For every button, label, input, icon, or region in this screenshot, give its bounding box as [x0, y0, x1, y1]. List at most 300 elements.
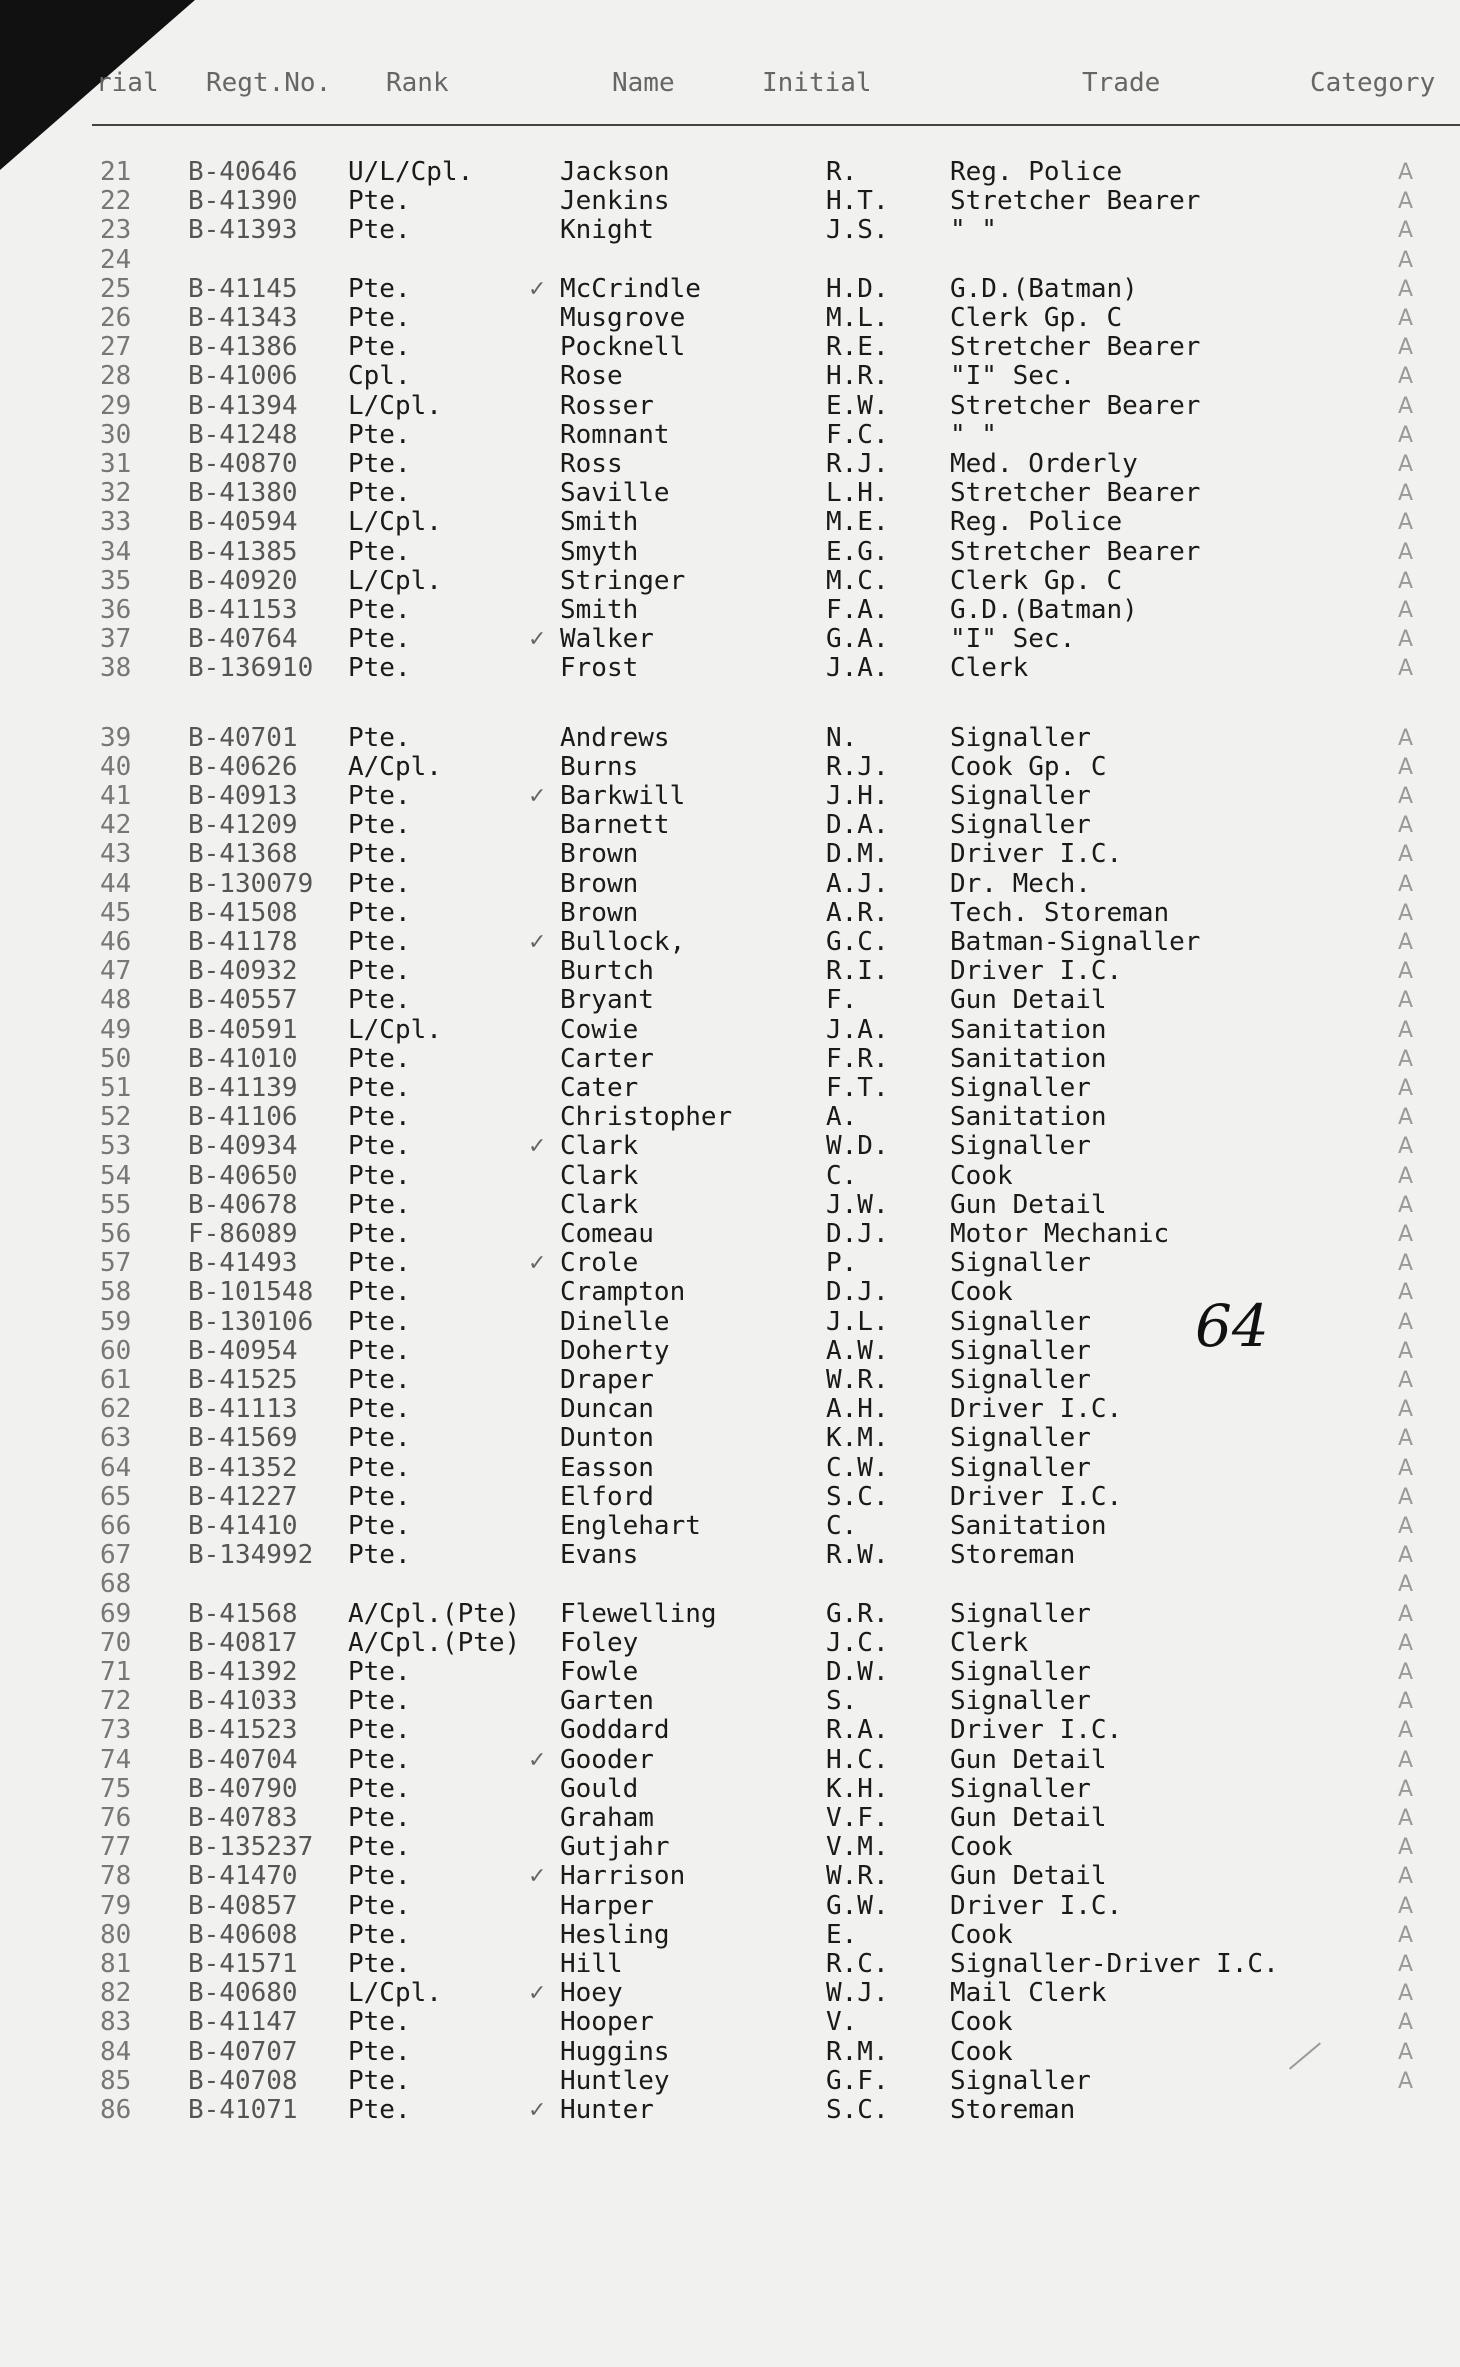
row-name: Jackson	[560, 157, 670, 187]
row-trade: Signaller	[950, 1131, 1091, 1161]
row-name: Gould	[560, 1774, 639, 1804]
personnel-row	[0, 596, 1460, 625]
row-check-mark: ✓	[528, 1748, 547, 1773]
row-regt-no: B-40650	[188, 1161, 298, 1191]
row-trade: Signaller	[950, 1686, 1091, 1716]
row-regt-no: B-41006	[188, 361, 298, 391]
row-regt-no: B-40920	[188, 566, 298, 596]
row-serial: 68	[100, 1569, 132, 1599]
personnel-row	[0, 362, 1460, 391]
row-name: Garten	[560, 1686, 654, 1716]
row-initial: G.W.	[826, 1891, 889, 1921]
personnel-row	[0, 1570, 1460, 1599]
row-category: A	[1398, 218, 1414, 243]
row-name: Huggins	[560, 2037, 670, 2067]
row-regt-no: B-41147	[188, 2007, 298, 2037]
row-regt-no: B-40870	[188, 449, 298, 479]
row-name: Pocknell	[560, 332, 686, 362]
row-name: Barkwill	[560, 781, 686, 811]
row-trade: Clerk Gp. C	[950, 303, 1123, 333]
row-serial: 78	[100, 1861, 132, 1891]
row-regt-no: B-41343	[188, 303, 298, 333]
row-name: Rose	[560, 361, 623, 391]
row-trade: Reg. Police	[950, 507, 1123, 537]
row-rank: Pte.	[348, 1248, 411, 1278]
row-category: A	[1398, 510, 1414, 535]
row-rank: Pte.	[348, 1190, 411, 1220]
row-name: McCrindle	[560, 274, 701, 304]
personnel-row	[0, 508, 1460, 537]
row-initial: C.	[826, 1161, 858, 1191]
personnel-row	[0, 654, 1460, 683]
row-rank: Pte.	[348, 1453, 411, 1483]
row-serial: 55	[100, 1190, 132, 1220]
personnel-row	[0, 158, 1460, 187]
row-rank: L/Cpl.	[348, 1015, 442, 1045]
row-initial: W.R.	[826, 1365, 889, 1395]
row-name: Englehart	[560, 1511, 701, 1541]
personnel-row	[0, 1716, 1460, 1745]
row-trade: Motor Mechanic	[950, 1219, 1170, 1249]
personnel-row	[0, 1658, 1460, 1687]
row-initial: S.C.	[826, 2095, 889, 2125]
row-rank: Pte.	[348, 1832, 411, 1862]
row-regt-no: B-41394	[188, 391, 298, 421]
row-regt-no: B-41113	[188, 1394, 298, 1424]
row-rank: Pte.	[348, 1131, 411, 1161]
row-initial: E.	[826, 1920, 858, 1950]
row-regt-no: B-40626	[188, 752, 298, 782]
row-category: A	[1398, 1572, 1414, 1597]
row-initial: K.M.	[826, 1423, 889, 1453]
row-name: Cater	[560, 1073, 639, 1103]
row-name: Easson	[560, 1453, 654, 1483]
row-initial: S.C.	[826, 1482, 889, 1512]
row-regt-no: B-40913	[188, 781, 298, 811]
row-regt-no: B-40646	[188, 157, 298, 187]
row-initial: A.H.	[826, 1394, 889, 1424]
row-category: A	[1398, 2069, 1414, 2094]
row-name: Burns	[560, 752, 639, 782]
row-check-mark: ✓	[528, 2098, 547, 2123]
row-regt-no: B-40704	[188, 1745, 298, 1775]
row-rank: Pte.	[348, 1161, 411, 1191]
row-trade: Reg. Police	[950, 157, 1123, 187]
row-name: Barnett	[560, 810, 670, 840]
row-initial: G.R.	[826, 1599, 889, 1629]
row-trade: Signaller	[950, 1423, 1091, 1453]
row-serial: 77	[100, 1832, 132, 1862]
row-category: A	[1398, 1806, 1414, 1831]
personnel-row	[0, 304, 1460, 333]
row-initial: E.W.	[826, 391, 889, 421]
row-serial: 72	[100, 1686, 132, 1716]
row-trade: Clerk	[950, 1628, 1029, 1658]
row-initial: J.C.	[826, 1628, 889, 1658]
personnel-row	[0, 957, 1460, 986]
row-trade: Stretcher Bearer	[950, 391, 1201, 421]
row-trade: Signaller	[950, 810, 1091, 840]
row-serial: 59	[100, 1307, 132, 1337]
row-rank: Pte.	[348, 303, 411, 333]
row-initial: R.J.	[826, 752, 889, 782]
row-category: A	[1398, 1718, 1414, 1743]
row-trade: Dr. Mech.	[950, 869, 1091, 899]
row-rank: Pte.	[348, 653, 411, 683]
row-regt-no: B-40934	[188, 1131, 298, 1161]
personnel-row	[0, 1541, 1460, 1570]
row-rank: Pte.	[348, 1307, 411, 1337]
row-initial: R.C.	[826, 1949, 889, 1979]
row-initial: A.	[826, 1102, 858, 1132]
row-trade: Driver I.C.	[950, 1715, 1123, 1745]
row-trade: Cook	[950, 1832, 1013, 1862]
row-initial: D.A.	[826, 810, 889, 840]
row-name: Brown	[560, 898, 639, 928]
row-initial: R.E.	[826, 332, 889, 362]
row-regt-no: B-41525	[188, 1365, 298, 1395]
row-category: A	[1398, 1981, 1414, 2006]
row-serial: 73	[100, 1715, 132, 1745]
row-rank: Pte.	[348, 2066, 411, 2096]
row-rank: Pte.	[348, 1891, 411, 1921]
row-name: Smith	[560, 595, 639, 625]
row-trade: Signaller	[950, 2066, 1091, 2096]
row-name: Saville	[560, 478, 670, 508]
row-trade: Stretcher Bearer	[950, 332, 1201, 362]
row-name: Harrison	[560, 1861, 686, 1891]
row-name: Foley	[560, 1628, 639, 1658]
row-serial: 42	[100, 810, 132, 840]
row-serial: 49	[100, 1015, 132, 1045]
row-regt-no: B-40857	[188, 1891, 298, 1921]
row-regt-no: B-40764	[188, 624, 298, 654]
row-rank: Pte.	[348, 595, 411, 625]
row-category: A	[1398, 306, 1414, 331]
row-initial: P.	[826, 1248, 858, 1278]
row-rank: A/Cpl.(Pte)	[348, 1628, 521, 1658]
personnel-row	[0, 1132, 1460, 1161]
header-regt-no: Regt.No.	[206, 68, 332, 98]
personnel-row	[0, 1483, 1460, 1512]
row-regt-no: B-130106	[188, 1307, 314, 1337]
row-regt-no: B-41368	[188, 839, 298, 869]
row-initial: F.C.	[826, 420, 889, 450]
row-rank: A/Cpl.	[348, 752, 442, 782]
row-category: A	[1398, 1952, 1414, 1977]
row-name: Graham	[560, 1803, 654, 1833]
row-rank: Pte.	[348, 449, 411, 479]
header-category: Category	[1310, 68, 1436, 98]
header-initial: Initial	[762, 68, 872, 98]
row-initial: J.A.	[826, 1015, 889, 1045]
personnel-row	[0, 2038, 1460, 2067]
row-initial: W.J.	[826, 1978, 889, 2008]
row-rank: Cpl.	[348, 361, 411, 391]
personnel-row	[0, 899, 1460, 928]
row-trade: Gun Detail	[950, 1190, 1107, 1220]
row-category: A	[1398, 569, 1414, 594]
row-rank: Pte.	[348, 1365, 411, 1395]
row-serial: 62	[100, 1394, 132, 1424]
row-category: A	[1398, 1748, 1414, 1773]
personnel-row	[0, 724, 1460, 753]
row-regt-no: B-41352	[188, 1453, 298, 1483]
row-serial: 54	[100, 1161, 132, 1191]
row-initial: H.R.	[826, 361, 889, 391]
handwritten-margin-note: 64	[1195, 1292, 1269, 1360]
row-name: Hill	[560, 1949, 623, 1979]
personnel-row	[0, 1454, 1460, 1483]
row-trade: Signaller	[950, 1248, 1091, 1278]
row-name: Carter	[560, 1044, 654, 1074]
row-category: A	[1398, 1864, 1414, 1889]
row-rank: Pte.	[348, 1657, 411, 1687]
row-regt-no: B-41493	[188, 1248, 298, 1278]
row-regt-no: B-41392	[188, 1657, 298, 1687]
row-serial: 65	[100, 1482, 132, 1512]
personnel-row	[0, 1600, 1460, 1629]
row-regt-no: B-135237	[188, 1832, 314, 1862]
row-initial: V.	[826, 2007, 858, 2037]
row-initial: R.M.	[826, 2037, 889, 2067]
row-name: Walker	[560, 624, 654, 654]
row-serial: 47	[100, 956, 132, 986]
row-serial: 67	[100, 1540, 132, 1570]
personnel-row	[0, 1921, 1460, 1950]
row-serial: 86	[100, 2095, 132, 2125]
personnel-row	[0, 1833, 1460, 1862]
row-serial: 36	[100, 595, 132, 625]
row-initial: M.E.	[826, 507, 889, 537]
personnel-row	[0, 753, 1460, 782]
row-serial: 51	[100, 1073, 132, 1103]
row-serial: 81	[100, 1949, 132, 1979]
row-rank: Pte.	[348, 898, 411, 928]
row-trade: G.D.(Batman)	[950, 274, 1138, 304]
row-regt-no: B-41209	[188, 810, 298, 840]
row-name: Dunton	[560, 1423, 654, 1453]
row-check-mark: ✓	[528, 1134, 547, 1159]
personnel-row	[0, 2008, 1460, 2037]
row-regt-no: B-41248	[188, 420, 298, 450]
row-initial: C.	[826, 1511, 858, 1541]
personnel-row	[0, 246, 1460, 275]
row-name: Ross	[560, 449, 623, 479]
row-rank: Pte.	[348, 274, 411, 304]
row-regt-no: B-41390	[188, 186, 298, 216]
row-rank: Pte.	[348, 420, 411, 450]
row-serial: 60	[100, 1336, 132, 1366]
row-category: A	[1398, 1543, 1414, 1568]
row-trade: "I" Sec.	[950, 361, 1076, 391]
row-category: A	[1398, 160, 1414, 185]
header-rank: Rank	[386, 68, 449, 98]
row-name: Clark	[560, 1131, 639, 1161]
row-name: Bryant	[560, 985, 654, 1015]
row-rank: A/Cpl.(Pte)	[348, 1599, 521, 1629]
row-trade: Stretcher Bearer	[950, 186, 1201, 216]
personnel-row	[0, 1804, 1460, 1833]
row-name: Gooder	[560, 1745, 654, 1775]
row-name: Cowie	[560, 1015, 639, 1045]
row-initial: F.	[826, 985, 858, 1015]
row-category: A	[1398, 1660, 1414, 1685]
row-serial: 69	[100, 1599, 132, 1629]
row-serial: 22	[100, 186, 132, 216]
personnel-row	[0, 1424, 1460, 1453]
row-initial: H.T.	[826, 186, 889, 216]
row-rank: Pte.	[348, 723, 411, 753]
row-initial: N.	[826, 723, 858, 753]
row-initial: H.D.	[826, 274, 889, 304]
row-regt-no: B-40594	[188, 507, 298, 537]
row-regt-no: B-41153	[188, 595, 298, 625]
row-serial: 25	[100, 274, 132, 304]
row-trade: " "	[950, 215, 997, 245]
row-regt-no: B-40678	[188, 1190, 298, 1220]
row-category: A	[1398, 1310, 1414, 1335]
personnel-row	[0, 1395, 1460, 1424]
row-trade: Stretcher Bearer	[950, 478, 1201, 508]
row-category: A	[1398, 598, 1414, 623]
row-serial: 26	[100, 303, 132, 333]
row-rank: Pte.	[348, 624, 411, 654]
personnel-row	[0, 1103, 1460, 1132]
row-trade: Gun Detail	[950, 985, 1107, 1015]
personnel-row	[0, 1074, 1460, 1103]
personnel-row	[0, 1220, 1460, 1249]
row-trade: Cook	[950, 2007, 1013, 2037]
row-name: Doherty	[560, 1336, 670, 1366]
row-serial: 45	[100, 898, 132, 928]
personnel-row	[0, 1892, 1460, 1921]
personnel-row	[0, 1629, 1460, 1658]
row-category: A	[1398, 1047, 1414, 1072]
row-trade: Gun Detail	[950, 1861, 1107, 1891]
row-regt-no: B-41470	[188, 1861, 298, 1891]
row-category: A	[1398, 656, 1414, 681]
personnel-row	[0, 1862, 1460, 1891]
row-rank: Pte.	[348, 1949, 411, 1979]
row-trade: Batman-Signaller	[950, 927, 1201, 957]
row-check-mark: ✓	[528, 277, 547, 302]
row-category: A	[1398, 1251, 1414, 1276]
row-rank: Pte.	[348, 1102, 411, 1132]
personnel-row	[0, 538, 1460, 567]
row-trade: Driver I.C.	[950, 956, 1123, 986]
row-trade: Gun Detail	[950, 1745, 1107, 1775]
personnel-row	[0, 1191, 1460, 1220]
row-category: A	[1398, 1894, 1414, 1919]
row-name: Andrews	[560, 723, 670, 753]
row-name: Hoey	[560, 1978, 623, 2008]
row-name: Bullock,	[560, 927, 686, 957]
row-serial: 39	[100, 723, 132, 753]
row-serial: 79	[100, 1891, 132, 1921]
row-serial: 27	[100, 332, 132, 362]
row-regt-no: B-40817	[188, 1628, 298, 1658]
row-trade: Clerk Gp. C	[950, 566, 1123, 596]
row-category: A	[1398, 189, 1414, 214]
row-regt-no: B-41523	[188, 1715, 298, 1745]
row-serial: 75	[100, 1774, 132, 1804]
row-trade: Signaller	[950, 1657, 1091, 1687]
row-trade: Signaller	[950, 781, 1091, 811]
row-rank: Pte.	[348, 478, 411, 508]
row-rank: L/Cpl.	[348, 391, 442, 421]
personnel-row	[0, 840, 1460, 869]
row-rank: Pte.	[348, 1920, 411, 1950]
row-initial: L.H.	[826, 478, 889, 508]
row-name: Draper	[560, 1365, 654, 1395]
row-category: A	[1398, 784, 1414, 809]
row-category: A	[1398, 627, 1414, 652]
row-name: Hooper	[560, 2007, 654, 2037]
row-trade: Signaller	[950, 723, 1091, 753]
row-category: A	[1398, 423, 1414, 448]
row-category: A	[1398, 842, 1414, 867]
row-initial: G.A.	[826, 624, 889, 654]
row-serial: 46	[100, 927, 132, 957]
row-category: A	[1398, 481, 1414, 506]
row-trade: "I" Sec.	[950, 624, 1076, 654]
row-category: A	[1398, 335, 1414, 360]
row-rank: Pte.	[348, 1511, 411, 1541]
personnel-row	[0, 811, 1460, 840]
row-category: A	[1398, 1193, 1414, 1218]
row-category: A	[1398, 277, 1414, 302]
row-name: Brown	[560, 869, 639, 899]
row-trade: Sanitation	[950, 1511, 1107, 1541]
row-regt-no: B-40680	[188, 1978, 298, 2008]
row-trade: Signaller-Driver I.C.	[950, 1949, 1279, 1979]
row-regt-no: B-40701	[188, 723, 298, 753]
row-initial: C.W.	[826, 1453, 889, 1483]
row-trade: Signaller	[950, 1365, 1091, 1395]
personnel-row	[0, 1950, 1460, 1979]
row-initial: E.G.	[826, 537, 889, 567]
row-rank: Pte.	[348, 2007, 411, 2037]
personnel-row	[0, 1512, 1460, 1541]
row-name: Crole	[560, 1248, 639, 1278]
row-category: A	[1398, 1426, 1414, 1451]
row-trade: Storeman	[950, 1540, 1076, 1570]
row-trade: Cook	[950, 1920, 1013, 1950]
row-serial: 41	[100, 781, 132, 811]
row-name: Fowle	[560, 1657, 639, 1687]
row-name: Christopher	[560, 1102, 733, 1132]
row-category: A	[1398, 452, 1414, 477]
row-name: Smith	[560, 507, 639, 537]
row-category: A	[1398, 1164, 1414, 1189]
row-category: A	[1398, 930, 1414, 955]
row-rank: Pte.	[348, 839, 411, 869]
row-regt-no: B-41145	[188, 274, 298, 304]
row-trade: Cook	[950, 1161, 1013, 1191]
row-name: Crampton	[560, 1277, 686, 1307]
row-rank: Pte.	[348, 1715, 411, 1745]
row-serial: 38	[100, 653, 132, 683]
row-rank: Pte.	[348, 1745, 411, 1775]
row-category: A	[1398, 1134, 1414, 1159]
row-category: A	[1398, 1018, 1414, 1043]
row-serial: 74	[100, 1745, 132, 1775]
row-serial: 33	[100, 507, 132, 537]
row-trade: Sanitation	[950, 1102, 1107, 1132]
row-trade: Signaller	[950, 1336, 1091, 1366]
row-rank: Pte.	[348, 869, 411, 899]
